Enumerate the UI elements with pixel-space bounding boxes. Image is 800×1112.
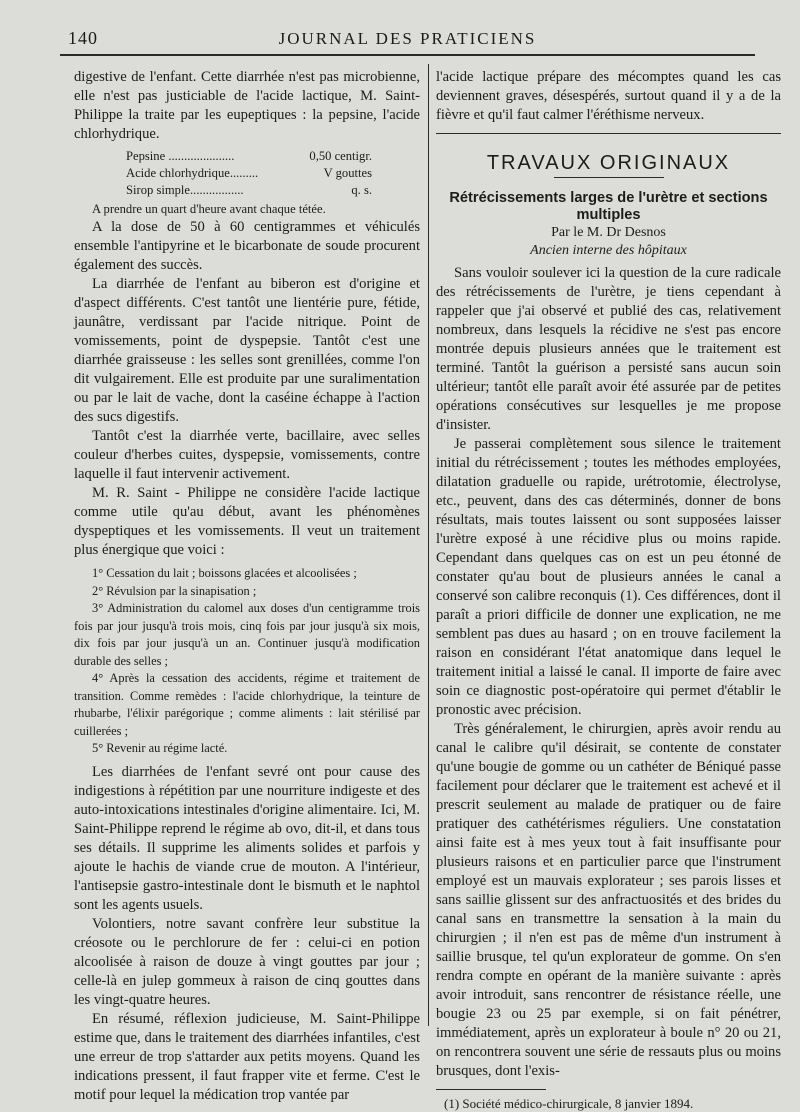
page-number: 140 (68, 28, 98, 48)
byline: Par le M. Dr Desnos (551, 225, 666, 240)
prescription-item: Pepsine ..................... (126, 149, 235, 163)
paragraph: Très généralement, le chirurgien, après avoir rendu au canal le calibre qu'il désirait, se contente de constater qu'une bougie de gomme ou un cathéter de Béniqué passe facilement pour déclarer que le traitement est achevé et il prescrit seulement au malade de pratiquer ou de faire pratiquer des cathétérismes réguliers. Une constatation ainsi faite est à mes yeux tout à fait insuffisante pour plusieurs raisons et en particulier parce que l'instrument employé est un mauvais explorateur ; ses parois lisses et sans saillie glissent sur des anfractuosités et des brides du canal sans en transmettre la sensation à la main du chirurgien ; il n'en est pas de même d'un instrument à saillie brusque, tel qu'un explorateur de gomme. On s'en rendra compte en opérant de la manière suivante : après avoir introduit, sans rencontrer de résistance réelle, une bougie 23 ou 25 par exemple, si on fait pénétrer, immédiatement, après un explorateur à boule n° 20 ou 21, on rencontrera souvent une série de ressauts plus ou moins brusques, dont l'exis- (436, 721, 781, 1079)
section-title: TRAVAUX ORIGINAUX (486, 152, 731, 174)
running-title: JOURNAL DES PRATICIENS (278, 29, 537, 48)
paragraph: La diarrhée de l'enfant au biberon est d'origine et d'aspect différents. C'est tantôt une lientérie pure, fétide, jaunâtre, verdissant par l'acide nitrique. Point de vomissements, point de dyspepsie. Tantôt c'est une diarrhée graisseuse : les selles sont grenillées, comme l'on dit vulgairement. Elle est produite par une suralimentation ou par le lait de vache, dont la caséine échappe à l'action des sucs digestifs. (74, 276, 420, 425)
paragraph: M. R. Saint - Philippe ne considère l'acide lactique comme utile qu'au début, avant les phénomènes dyspeptiques et les vomissements. Il veut un traitement plus énergique que voici : (74, 485, 420, 558)
paragraph: A la dose de 50 à 60 centigrammes et véhiculés ensemble l'antipyrine et le bicarbonate de soude procurent également des succès. (74, 219, 420, 273)
paragraph: Volontiers, notre savant confrère leur substitue la créosote ou le perchlorure de fer : celui-ci en potion alcoolisée à raison de douze à vingt gouttes par jour ; celle-là en julep gommeux à raison de cinq gouttes dans les vingt-quatre heures. (74, 915, 420, 1008)
prescription-dose: V gouttes (323, 166, 372, 180)
prescription-dose: 0,50 centigr. (309, 149, 372, 163)
treatment-step: 2° Révulsion par la sinapisation ; (92, 583, 257, 598)
prescription-note: A prendre un quart d'heure avant chaque tétée. (92, 202, 326, 216)
page-header (60, 28, 755, 56)
paragraph: Je passerai complètement sous silence le traitement initial du rétrécissement ; toutes les méthodes employées, dilatation graduelle ou rapide, urétrotomie, électrolyse, etc., peuvent, dans des cas déterminés, donner de bons résultats, mais toutes laissent ou sont supposées laisser l'urètre exposé à une récidive plus ou moins rapide. Cependant dans quelques cas on est un peu étonné de constater qu'au bout de plusieurs années le canal a conservé son calibre reconquis (1). Ces différences, dont il paraît a priori difficile de donner une explication, ne me semblent pas dues au hasard ; on en trouve facilement la raison en considérant l'état anatomique dans lequel le traitement initial a laissé le canal. Il importe de faire avec soin ce diagnostic post-opératoire qui permet d'établir le pronostic avec précision. (436, 436, 781, 718)
treatment-step: 1° Cessation du lait ; boissons glacées et alcoolisées ; (92, 566, 357, 580)
treatment-step: 3° Administration du calomel aux doses d'un centigramme trois fois par jour jusqu'à trois mois, cinq fois par jour jusqu'à six mois, dix fois par jour jusqu'à un an. Continuer jusqu'à modification durable des selles ; (74, 601, 420, 668)
title-underline (554, 177, 664, 178)
paragraph: Tantôt c'est la diarrhée verte, bacillaire, avec selles couleur d'herbes cuites, dyspepsie, vomissements, contre laquelle il faut intervenir activement. (74, 428, 420, 482)
footnote-rule (436, 1089, 546, 1090)
paragraph: digestive de l'enfant. Cette diarrhée n'est pas microbienne, elle n'est pas justiciable de l'acide lactique, M. Saint-Philippe la traite par les eupeptiques : la pepsine, l'acide chlorhydrique. (74, 69, 420, 142)
prescription-item: Sirop simple................. (126, 183, 244, 197)
paragraph: En résumé, réflexion judicieuse, M. Saint-Philippe estime que, dans le traitement des diarrhées infantiles, c'est une erreur de trop s'attarder aux petits moyens. Quand les indications pressent, il faut frapper vite et ferme. C'est le motif pour lequel la médication trop vantée par (74, 1010, 420, 1103)
paragraph: l'acide lactique prépare des mécomptes quand les cas deviennent graves, désespérés, surtout quand il y a de la fièvre et qu'il faut calmer l'éréthisme nerveux. (436, 69, 781, 123)
paragraph: Les diarrhées de l'enfant sevré ont pour cause des indigestions à répétition par une nourriture indigeste et des auto-intoxications intestinales d'origine alimentaire. Ici, M. Saint-Philippe reprend le régime ab ovo, dit-il, et dans tous ses détails. Il supprime les aliments solides et parfois y ajoute le hachis de viande crue de mouton. A l'intérieur, l'antisepsie gastro-intestinale dont le bismuth et le naphtol sont les agents usuels. (74, 763, 420, 913)
prescription-table (126, 148, 372, 199)
prescription-row (126, 182, 372, 199)
footnote: (1) Société médico-chirurgicale, 8 janvier 1894. (444, 1096, 694, 1111)
prescription-row (126, 148, 372, 165)
article-title: Rétrécissements larges de l'urètre et sections multiples (449, 190, 768, 223)
treatment-step: 5° Revenir au régime lacté. (92, 741, 228, 755)
left-column (74, 68, 420, 1105)
paragraph: Sans vouloir soulever ici la question de la cure radicale des rétrécissements de l'urètre, je tiens cependant à rappeler que j'ai observé et publié des cas, relativement nombreux, dans lesquels la récidive ne s'est pas encore montrée depuis plusieurs années que le traitement est terminé. Tantôt la guérison a persisté sans aucun soin ultérieur; tantôt elle paraît avoir été assurée par de petites opérations consécutives sur lesquelles je me propose d'insister. (436, 265, 781, 433)
prescription-item: Acide chlorhydrique......... (126, 166, 259, 180)
right-column (436, 68, 781, 1112)
column-divider (428, 64, 429, 1026)
affiliation: Ancien interne des hôpitaux (530, 243, 687, 258)
prescription-row (126, 165, 372, 182)
section-rule (436, 133, 781, 134)
treatment-step: 4° Après la cessation des accidents, régime et traitement de transition. Comme remèdes : l'acide chlorhydrique, la teinture de rhubarbe, l'élixir parégorique ; comme aliments : lait stérilisé par cuillerées ; (74, 671, 420, 738)
prescription-dose: q. s. (351, 183, 372, 197)
